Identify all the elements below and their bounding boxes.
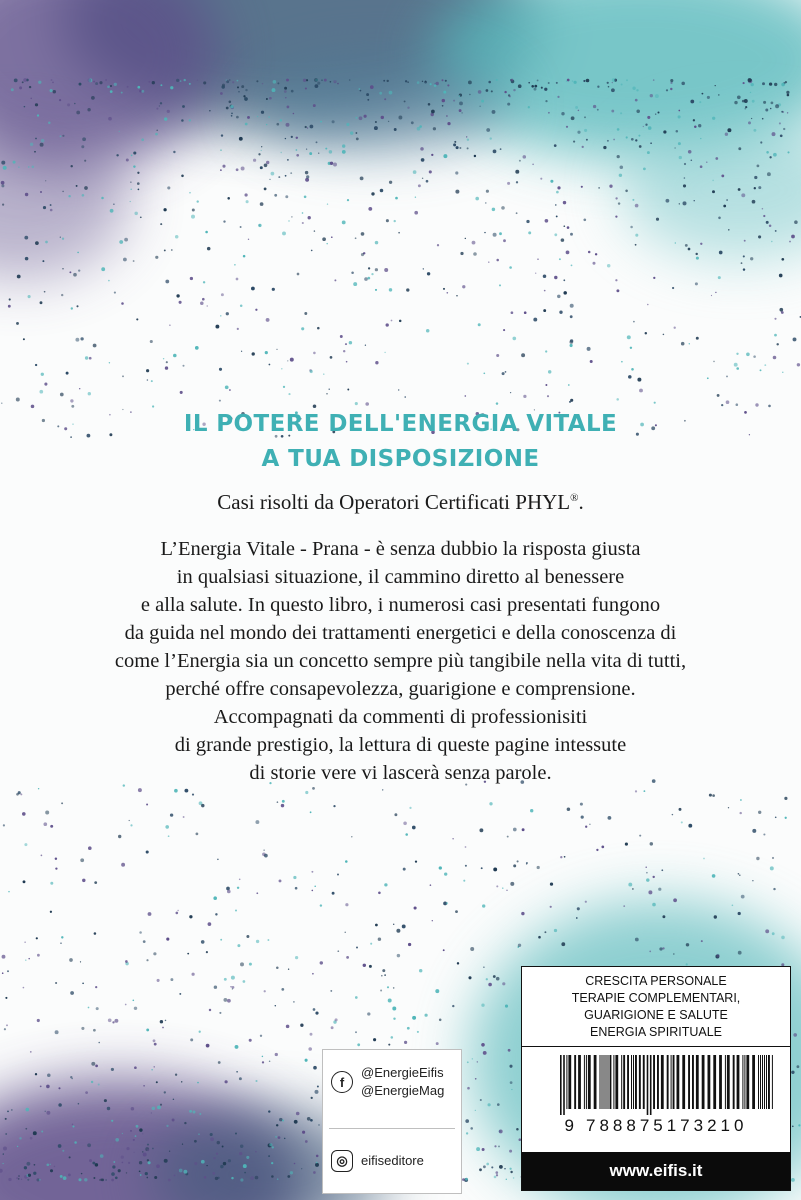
category-item: GUARIGIONE E SALUTE xyxy=(584,1008,728,1022)
instagram-handle[interactable]: eifiseditore xyxy=(361,1153,424,1168)
facebook-handles xyxy=(361,1064,444,1100)
blurb-line: di storie vere vi lascerà senza parole. xyxy=(249,762,552,784)
category-barcode-box xyxy=(521,966,791,1191)
social-box xyxy=(322,1049,462,1194)
facebook-handle-2[interactable]: @EnergieMag xyxy=(361,1083,445,1098)
subtitle-end: . xyxy=(578,490,584,514)
blurb-line: in qualsiasi situazione, il cammino diretto al benessere xyxy=(176,566,625,588)
category-item: TERAPIE COMPLEMENTARI, xyxy=(571,991,741,1005)
isbn-digits xyxy=(522,1116,790,1136)
blurb-line: Accompagnati da commenti di professionisiti xyxy=(213,706,588,728)
subtitle xyxy=(0,490,801,515)
category-item: ENERGIA SPIRITUALE xyxy=(590,1025,722,1039)
blurb xyxy=(40,535,761,787)
blurb-line: da guida nel mondo dei trattamenti energetici e della conoscenza di xyxy=(124,622,677,644)
blurb-line: L’Energia Vitale - Prana - è senza dubbio la risposta giusta xyxy=(160,538,641,560)
subtitle-text: Casi risolti da Operatori Certificati PHYL xyxy=(217,490,571,514)
category-list xyxy=(522,973,790,1041)
barcode xyxy=(558,1055,780,1115)
category-item: CRESCITA PERSONALE xyxy=(585,974,727,988)
blurb-line: di grande prestigio, la lettura di queste pagine intessute xyxy=(174,734,627,756)
facebook-icon[interactable]: f xyxy=(331,1071,353,1093)
registered-mark: ® xyxy=(570,492,579,504)
facebook-row[interactable] xyxy=(331,1064,444,1100)
instagram-icon[interactable]: ◎ xyxy=(331,1150,353,1172)
instagram-row[interactable] xyxy=(331,1150,424,1172)
blurb-line: e alla salute. In questo libro, i numerosi casi presentati fungono xyxy=(140,594,661,616)
isbn-first-digit: 9 xyxy=(564,1116,578,1135)
facebook-handle-1[interactable]: @EnergieEifis xyxy=(361,1065,444,1080)
blurb-line: come l’Energia sia un concetto sempre più tangibile nella vita di tutti, xyxy=(114,650,687,672)
website-bar[interactable]: www.eifis.it xyxy=(522,1152,790,1190)
headline-line-1: IL POTERE DELL'ENERGIA VITALE xyxy=(183,411,618,437)
headline-line-2: A TUA DISPOSIZIONE xyxy=(261,446,540,472)
social-divider xyxy=(329,1128,455,1129)
category-separator xyxy=(522,1046,790,1047)
isbn-rest: 788875173210 xyxy=(586,1116,748,1135)
blurb-line: perché offre consapevolezza, guarigione e comprensione. xyxy=(165,678,636,700)
